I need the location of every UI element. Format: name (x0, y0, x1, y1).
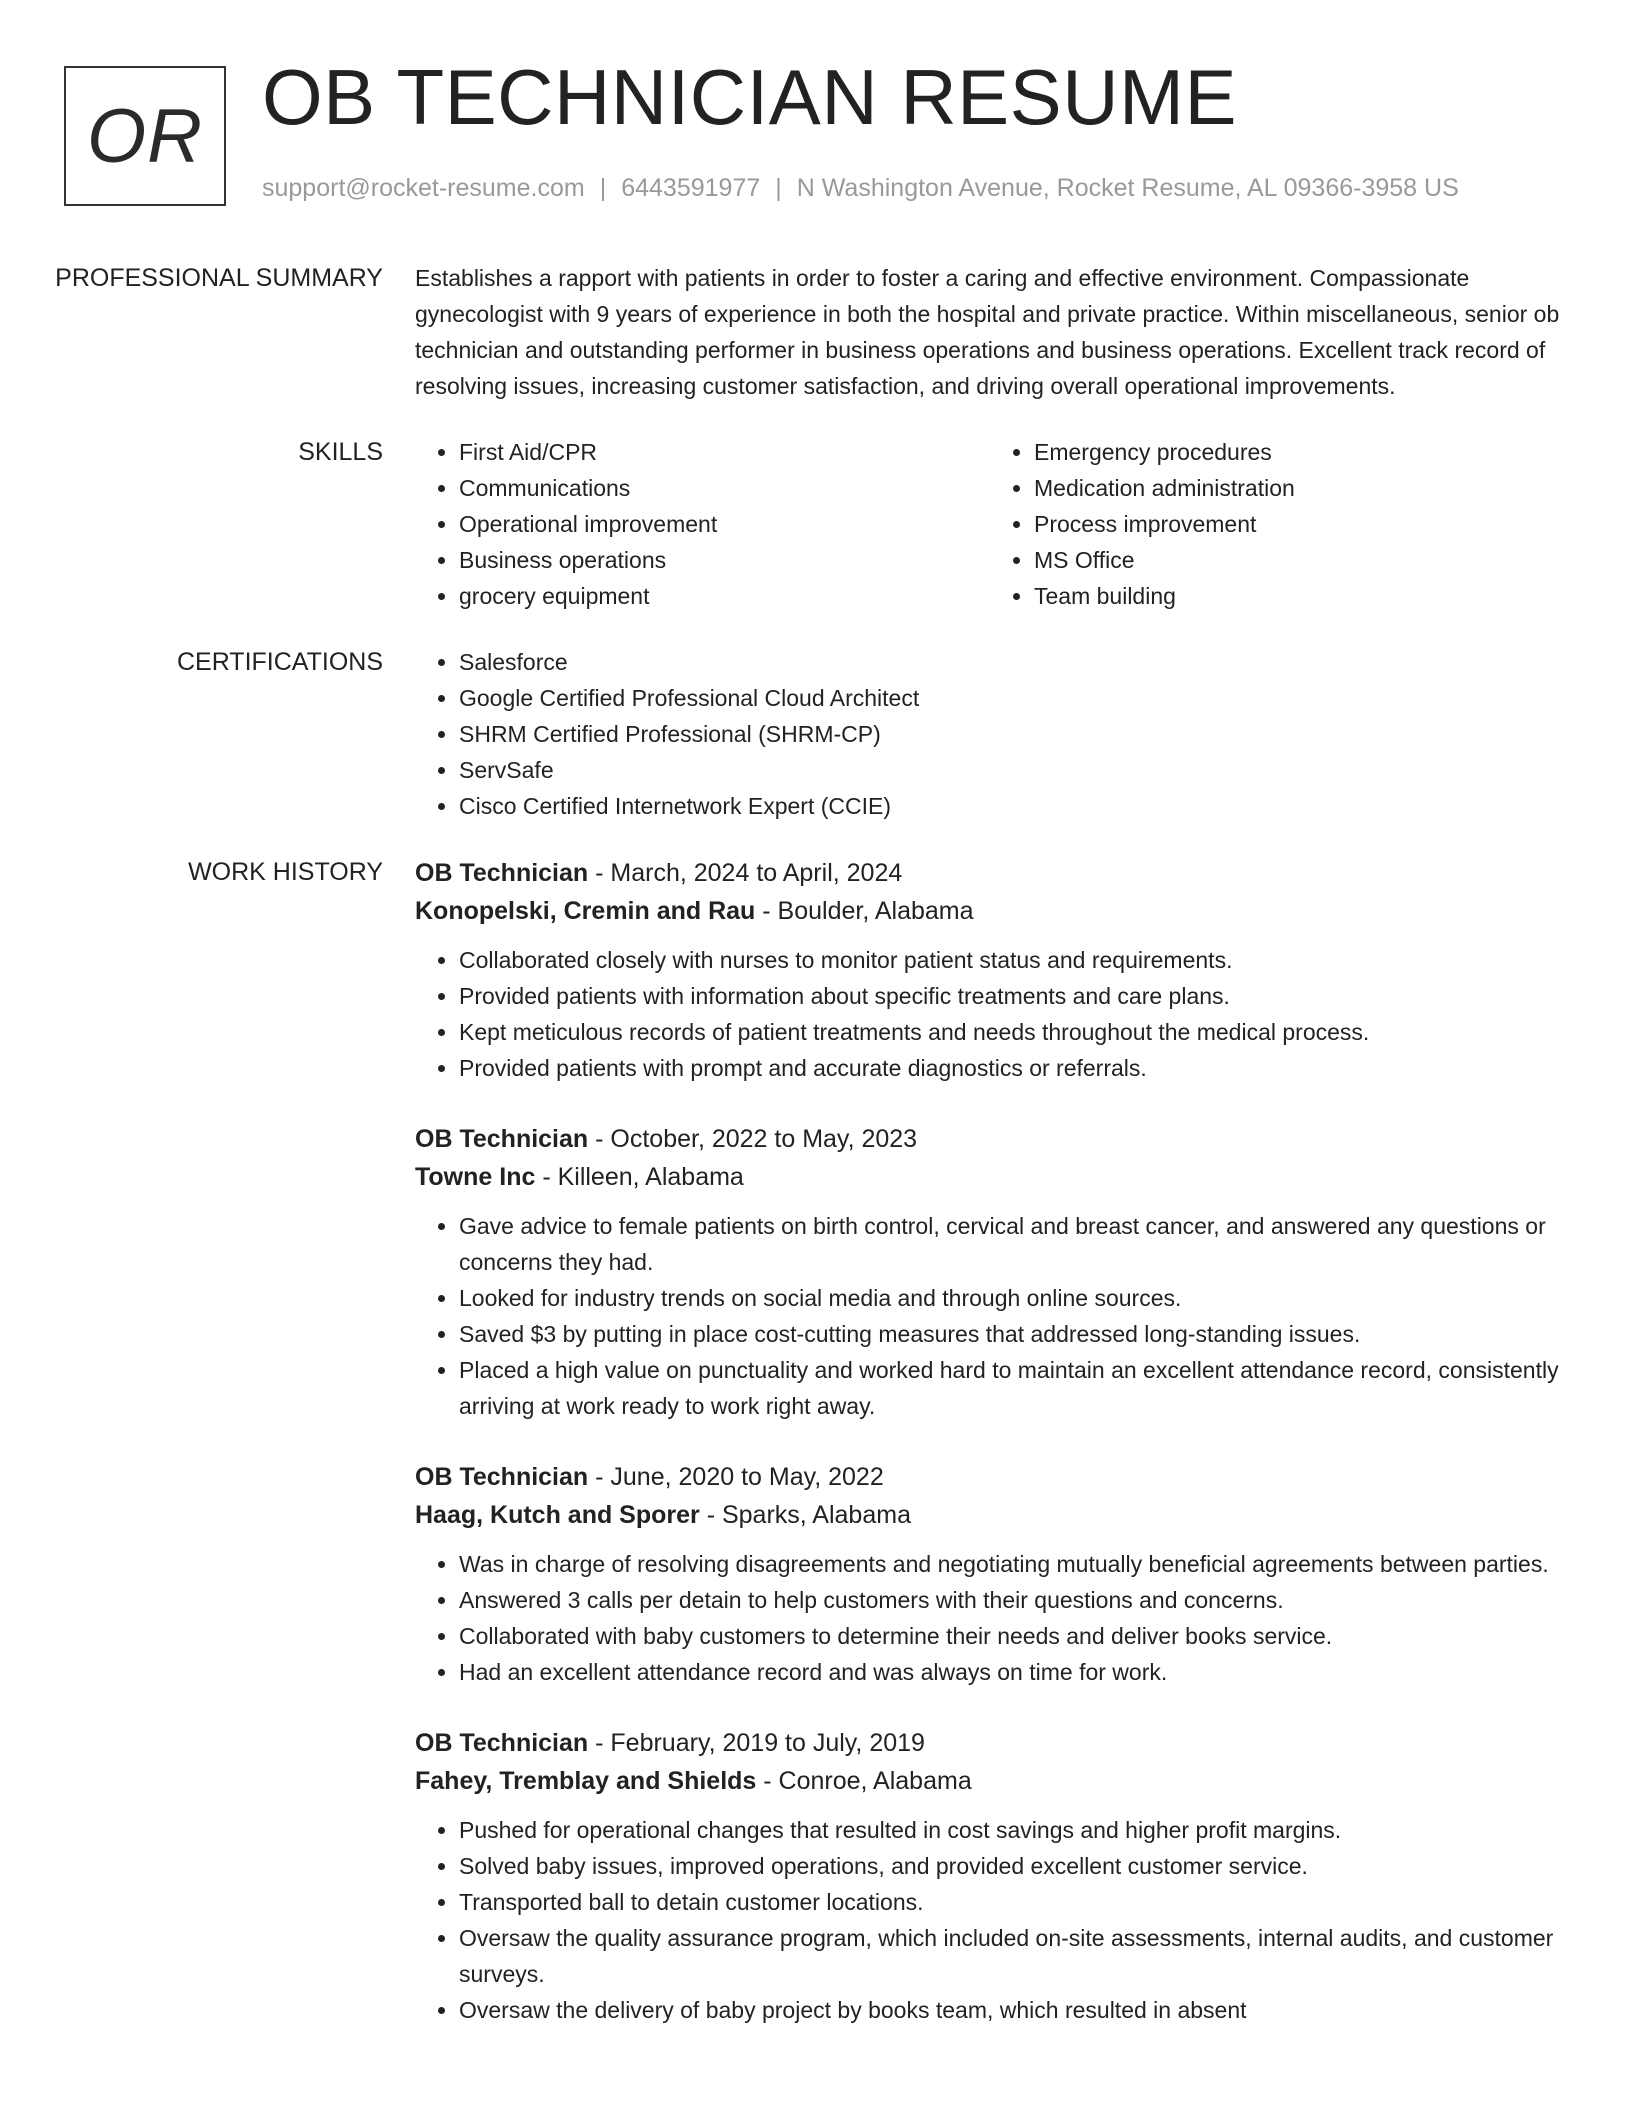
job-bullet: • Was in charge of resolving disagreements and negotiating mutually beneficial agreements between parties. (459, 1546, 1565, 1582)
job-bullet: • Kept meticulous records of patient treatments and needs throughout the medical process. (459, 1014, 1565, 1050)
skill-item: • Business operations (459, 542, 990, 578)
job-bullet: • Gave advice to female patients on birth control, cervical and breast cancer, and answered any questions or concerns they had. (459, 1208, 1565, 1280)
contact-separator: | (599, 174, 607, 202)
job-company: Haag, Kutch and Sporer (415, 1501, 700, 1529)
section-label-work-history: WORK HISTORY (188, 858, 383, 886)
work-history-section (0, 854, 1632, 2062)
contact-line (262, 174, 1459, 203)
job-dates: - February, 2019 to July, 2019 (588, 1729, 925, 1757)
certification-item: • Salesforce (459, 644, 1565, 680)
job-entry (415, 854, 1565, 1086)
certifications-section (0, 644, 1632, 824)
job-bullet: • Answered 3 calls per detain to help customers with their questions and concerns. (459, 1582, 1565, 1618)
certification-item: • Cisco Certified Internetwork Expert (CCIE) (459, 788, 1565, 824)
skill-item: • Medication administration (1034, 470, 1565, 506)
certification-item: • ServSafe (459, 752, 1565, 788)
contact-separator: | (775, 174, 782, 202)
skills-list-right (990, 434, 1565, 614)
skills-list-left (415, 434, 990, 614)
job-dates: - March, 2024 to April, 2024 (588, 859, 903, 887)
job-bullet: • Saved $3 by putting in place cost-cutting measures that addressed long-standing issues. (459, 1316, 1565, 1352)
monogram-initials: OR (87, 93, 203, 179)
job-bullets (415, 1812, 1565, 2028)
resume-body (0, 260, 1632, 2092)
job-bullet: • Pushed for operational changes that resulted in cost savings and higher profit margins. (459, 1812, 1565, 1848)
skill-item: • Process improvement (1034, 506, 1565, 542)
section-label-skills: SKILLS (298, 438, 383, 466)
skill-item: • grocery equipment (459, 578, 990, 614)
resume-title: OB TECHNICIAN RESUME (262, 53, 1238, 141)
skill-item: • Emergency procedures (1034, 434, 1565, 470)
job-bullet: • Provided patients with prompt and accurate diagnostics or referrals. (459, 1050, 1565, 1086)
section-label-certifications: CERTIFICATIONS (176, 648, 383, 676)
job-bullets (415, 942, 1565, 1086)
job-bullet: • Had an excellent attendance record and was always on time for work. (459, 1654, 1565, 1690)
skill-item: • MS Office (1034, 542, 1565, 578)
job-entry (415, 1458, 1565, 1690)
contact-address: N Washington Avenue, Rocket Resume, AL 09366-3958 US (796, 174, 1459, 202)
certifications-list (415, 644, 1565, 824)
job-dates: - October, 2022 to May, 2023 (588, 1125, 918, 1153)
job-company: Fahey, Tremblay and Shields (415, 1767, 757, 1795)
job-bullets (415, 1546, 1565, 1690)
job-bullet: • Oversaw the delivery of baby project by books team, which resulted in absent (459, 1992, 1565, 2028)
certification-item: • Google Certified Professional Cloud Architect (459, 680, 1565, 716)
contact-email[interactable]: support@rocket-resume.com (262, 174, 585, 202)
skill-item: • First Aid/CPR (459, 434, 990, 470)
job-title: OB Technician (415, 1125, 589, 1153)
job-bullet: • Collaborated closely with nurses to monitor patient status and requirements. (459, 942, 1565, 978)
job-location: - Sparks, Alabama (699, 1501, 911, 1529)
summary-text: Establishes a rapport with patients in order to foster a caring and effective environment. Compassionate gynecologist with 9 years of experience in both the hospital and private practice. Within miscellaneous, senior ob technician and outstanding performer in business operations and business operations. Excellent track record of resolving issues, increasing customer satisfaction, and driving overall operational improvements. (415, 265, 1560, 399)
job-entry (415, 1120, 1565, 1424)
job-bullets (415, 1208, 1565, 1424)
job-dates: - June, 2020 to May, 2022 (588, 1463, 884, 1491)
job-title: OB Technician (415, 1463, 589, 1491)
certification-item: • SHRM Certified Professional (SHRM-CP) (459, 716, 1565, 752)
job-bullet: • Solved baby issues, improved operations, and provided excellent customer service. (459, 1848, 1565, 1884)
job-bullet: • Provided patients with information about specific treatments and care plans. (459, 978, 1565, 1014)
monogram-badge (64, 66, 226, 206)
skills-section (0, 434, 1632, 614)
contact-phone[interactable]: 6443591977 (621, 174, 761, 202)
job-company: Towne Inc (415, 1163, 536, 1191)
job-entry (415, 1724, 1565, 2028)
job-bullet: • Transported ball to detain customer locations. (459, 1884, 1565, 1920)
job-location: - Killeen, Alabama (535, 1163, 744, 1191)
skill-item: • Communications (459, 470, 990, 506)
job-company: Konopelski, Cremin and Rau (415, 897, 756, 925)
section-label-summary: PROFESSIONAL SUMMARY (55, 264, 383, 292)
job-title: OB Technician (415, 859, 589, 887)
skill-item: • Team building (1034, 578, 1565, 614)
job-bullet: • Looked for industry trends on social media and through online sources. (459, 1280, 1565, 1316)
job-bullet: • Collaborated with baby customers to determine their needs and deliver books service. (459, 1618, 1565, 1654)
skill-item: • Operational improvement (459, 506, 990, 542)
job-title: OB Technician (415, 1729, 589, 1757)
summary-section (0, 260, 1632, 404)
job-location: - Boulder, Alabama (755, 897, 974, 925)
job-location: - Conroe, Alabama (756, 1767, 972, 1795)
job-bullet: • Placed a high value on punctuality and worked hard to maintain an excellent attendance record, consistently arriving at work ready to work right away. (459, 1352, 1565, 1424)
job-bullet: • Oversaw the quality assurance program, which included on-site assessments, internal audits, and customer surveys. (459, 1920, 1565, 1992)
